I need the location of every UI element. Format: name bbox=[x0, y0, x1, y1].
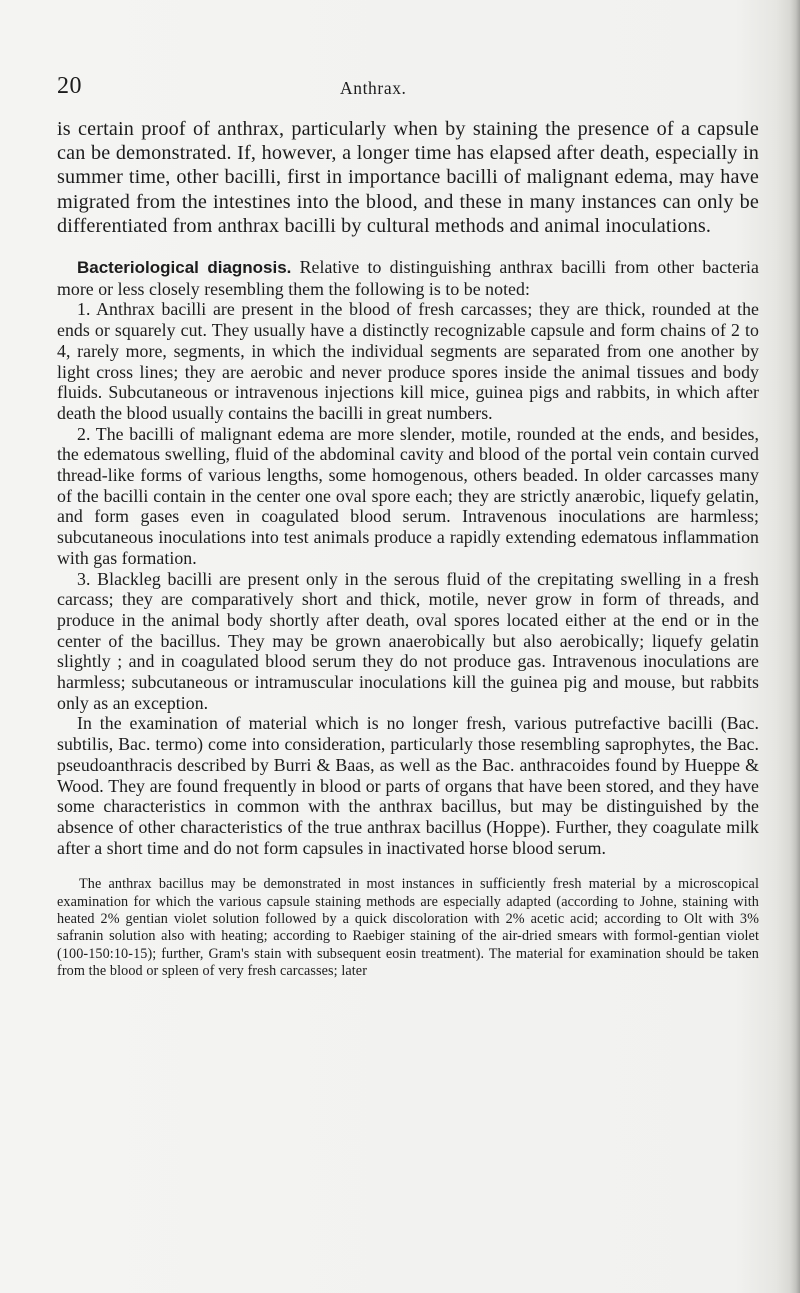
running-head bbox=[57, 73, 757, 103]
section-intro-paragraph bbox=[57, 257, 759, 299]
list-item: 3. Blackleg bacilli are present only in the serous fluid of the crepitating swelling in a fresh carcass; they are comparatively short and thick, motile, never grow in form of threads, and produce in the animal body shortly after death, oval spores located either at the end or in the center of the bacillus. They may be grown anaerobically but also aerobically; liquefy gelatin slightly ; and in coagulated blood serum they do not produce gas. Intravenous inoculations are harmless; subcutaneous or intramuscular inoculations kill the guinea pig and mouse, but rabbits only as an exception. bbox=[57, 568, 759, 713]
page-edge-shadow bbox=[790, 0, 800, 1293]
page-number: 20 bbox=[57, 73, 82, 99]
footnote-paragraph: The anthrax bacillus may be demonstrated in most instances in sufficiently fresh material by a microscopical examination for which the various capsule staining methods are especially adapted (according to Johne, staining with heated 2% gentian violet solution followed by a quick discoloration with 2% acetic acid; according to Olt with 3% safranin solution also with heating; according to Raebiger staining of the air-dried smears with formol-gentian violet (100-150:10-15); further, Gram's stain with subsequent eosin treatment). The material for examination should be taken from the blood or spleen of very fresh carcasses; later bbox=[57, 876, 759, 979]
closing-paragraph: In the examination of material which is no longer fresh, various putrefactive bacilli (Bac. subtilis, Bac. termo) come into consideration, particularly those resembling saprophytes, the Bac. pseudoanthracis described by Burri & Baas, as well as the Bac. anthracoides found by Hueppe & Wood. They are found frequently in blood or parts of organs that have been stored, and they have some characteristics in common with the anthrax bacillus, but may be distinguished by the absence of other characteristics of the true anthrax bacillus (Hoppe). Further, they coagulate milk after a short time and do not form capsules in inactivated horse blood serum. bbox=[57, 713, 759, 858]
list-item: 2. The bacilli of malignant edema are more slender, motile, rounded at the ends, and besides, the edematous swelling, fluid of the abdominal cavity and blood of the portal vein contain curved thread-like forms of various lengths, some homogenous, others beaded. In older carcasses many of the bacilli contain in the center one oval spore each; they are strictly anærobic, liquefy gelatin, and form gases even in coagulated blood serum. Intravenous inoculations are harmless; subcutaneous inoculations into test animals produce a rapidly extending edematous inflammation with gas formation. bbox=[57, 423, 759, 568]
list-item: 1. Anthrax bacilli are present in the blood of fresh carcasses; they are thick, rounded at the ends or squarely cut. They usually have a distinctly recognizable capsule and form chains of 2 to 4, rarely more, segments, in which the individual segments are separated from one another by light cross lines; they are aerobic and never produce spores inside the animal tissues and body fluids. Subcutaneous or intravenous injections kill mice, guinea pigs and rabbits, in which after death the blood usually contains the bacilli in great numbers. bbox=[57, 299, 759, 423]
running-title: Anthrax. bbox=[340, 78, 407, 98]
section-heading: Bacteriological diagnosis. bbox=[77, 258, 292, 278]
section-body bbox=[57, 257, 759, 858]
lead-paragraph: is certain proof of anthrax, particularly when by staining the presence of a capsule can be demonstrated. If, however, a longer time has elapsed after death, especially in summer time, other bacilli, first in importance bacilli of malignant edema, may have migrated from the intestines into the blood, and these in many instances can only be differentiated from anthrax bacilli by cultural methods and animal inoculations. bbox=[57, 118, 759, 237]
page-content bbox=[57, 117, 759, 994]
section-intro: Relative to distinguishing anthrax bacilli from other bacteria more or less closely resembling them the following is to be noted: bbox=[57, 257, 759, 299]
